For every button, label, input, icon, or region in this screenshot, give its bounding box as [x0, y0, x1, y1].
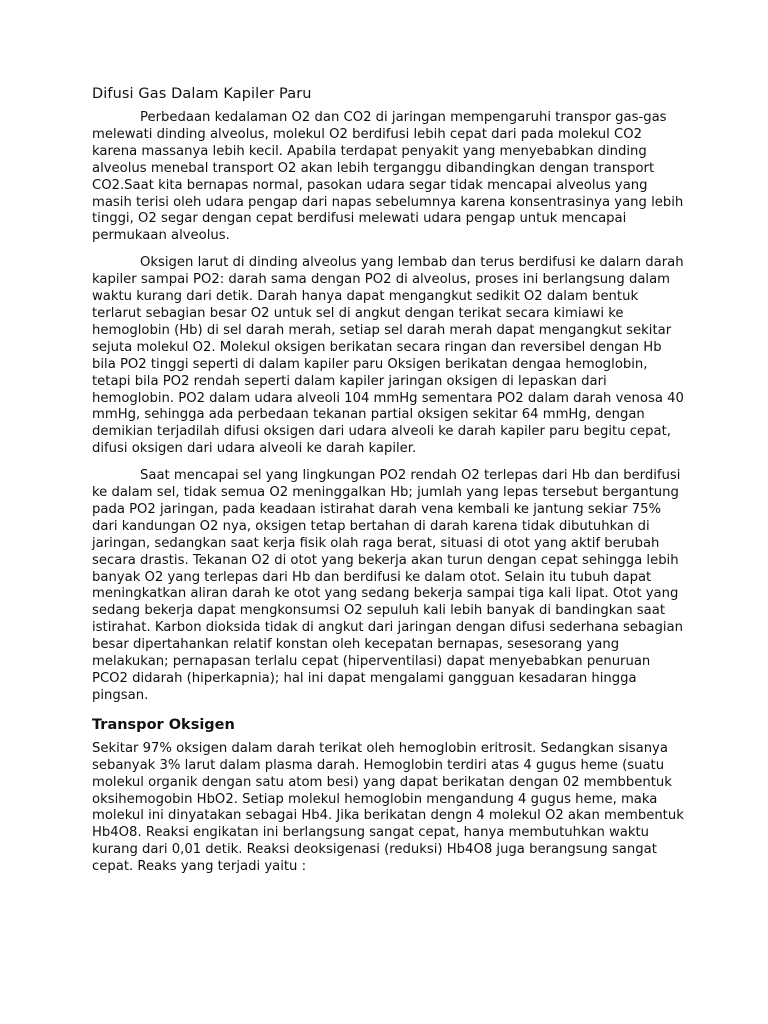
document-title: Difusi Gas Dalam Kapiler Paru	[92, 86, 312, 102]
paragraph-4: Sekitar 97% oksigen dalam darah terikat oleh hemoglobin eritrosit. Sedangkan sisanya sebanyak 3% larut dalam plasma darah. Hemoglobin terdiri atas 4 gugus heme (suatu molekul organik dengan satu atom besi) yang dapat berikatan dengan 02 membbentuk oksihemogobin HbO2. Setiap molekul hemoglobin mengandung 4 gugus heme, maka molekul ini dinyatakan sebagai Hb4. Jika berikatan dengn 4 molekul O2 akan membentuk Hb4O8. Reaksi engikatan ini berlangsung sangat cepat, hanya membutuhkan waktu kurang dari 0,01 detik. Reaksi deoksigenasi (reduksi) Hb4O8 juga berangsung sangat cepat. Reaks yang terjadi yaitu :	[92, 740, 684, 875]
section-title-transpor-oksigen: Transpor Oksigen	[92, 716, 235, 733]
paragraph-1: Perbedaan kedalaman O2 dan CO2 di jaringan mempengaruhi transpor gas-gas melewati dinding alveolus, molekul O2 berdifusi lebih cepat dari pada molekul CO2 karena massanya lebih kecil. Apabila terdapat penyakit yang menyebabkan dinding alveolus menebal transport O2 akan lebih terganggu dibandingkan dengan transport CO2.Saat kita bernapas normal, pasokan udara segar tidak mencapai alveolus yang masih terisi oleh udara pengap dari napas sebelumnya karena konsentrasinya yang lebih tinggi, O2 segar dengan cepat berdifusi melewati udara pengap untuk mencapai permukaan alveolus.	[92, 110, 684, 244]
paragraph-3: Saat mencapai sel yang lingkungan PO2 rendah O2 terlepas dari Hb dan berdifusi ke dalam sel, tidak semua O2 meninggalkan Hb; jumlah yang lepas tersebut bergantung pada PO2 jaringan, pada keadaan istirahat darah vena kembali ke jantung sekiar 75% dari kandungan O2 nya, oksigen tetap bertahan di darah karena tidak dibutuhkan di jaringan, sedangkan saat kerja fisik olah raga berat, situasi di otot yang aktif berubah secara drastis. Tekanan O2 di otot yang bekerja akan turun dengan cepat sehingga lebih banyak O2 yang terlepas dari Hb dan berdifusi ke dalam otot. Selain itu tubuh dapat meningkatkan aliran darah ke otot yang sedang bekerja sampai tiga kali lipat. Otot yang sedang bekerja dapat mengkonsumsi O2 sepuluh kali lebih banyak di bandingkan saat istirahat. Karbon dioksida tidak di angkut dari jaringan dengan difusi sederhana sebagian besar dipertahankan relatif konstan oleh kecepatan bernapas, sesesorang yang melakukan; pernapasan terlalu cepat (hiperventilasi) dapat menyebabkan penuruan PCO2 didarah (hiperkapnia); hal ini dapat mengalami gangguan kesadaran hingga pingsan.	[92, 468, 683, 703]
paragraph-2: Oksigen larut di dinding alveolus yang lembab dan terus berdifusi ke dalarn darah kapiler sampai PO2: darah sama dengan PO2 di alveolus, proses ini berlangsung dalam waktu kurang dari detik. Darah hanya dapat mengangkut sedikit O2 dalam bentuk terlarut sebagian besar O2 untuk sel di angkut dengan terikat secara kimiawi ke hemoglobin (Hb) di sel darah merah, setiap sel darah merah dapat mengangkut sekitar sejuta molekul O2. Molekul oksigen berikatan secara ringan dan reversibel dengan Hb bila PO2 tinggi seperti di dalam kapiler paru Oksigen berikatan dengaa hemoglobin, tetapi bila PO2 rendah seperti dalam kapiler jaringan oksigen di lepaskan dari hemoglobin. PO2 dalam udara alveoli 104 mmHg sementara PO2 dalam darah venosa 40 mmHg, sehingga ada perbedaan tekanan partial oksigen sekitar 64 mmHg, dengan demikian terjadilah difusi oksigen dari udara alveoli ke darah kapiler paru begitu cepat, difusi oksigen dari udara alveoli ke darah kapiler.	[92, 255, 684, 457]
